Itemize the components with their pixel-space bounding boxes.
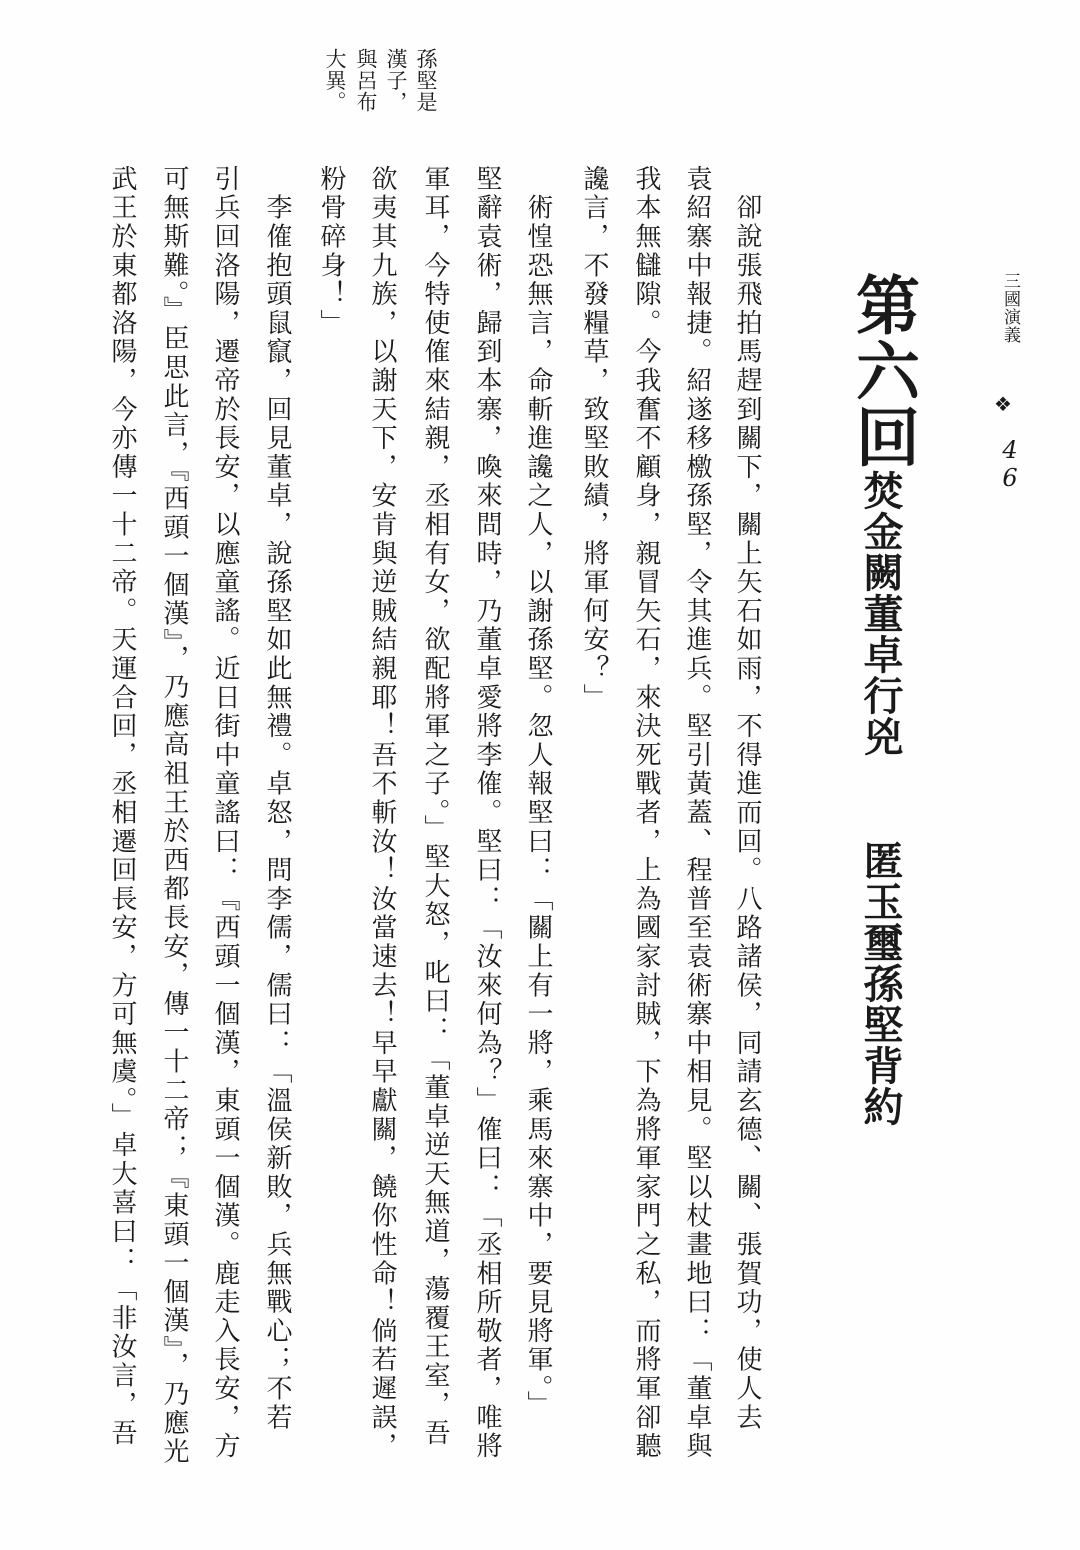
body-column-8: 欲夷其九族，以謝天下，安肯與逆賊結親耶！吾不斬汝！汝當速去！早早獻關，饒你性命！倘若遲誤， <box>367 165 397 1461</box>
body-column-13: 武王於東都洛陽，今亦傳一十二帝。天運合回，丞相遷回長安，方可無虞。」卓大喜曰：「非汝言，吾 <box>107 165 137 1448</box>
chapter-number: 第六回 <box>845 272 920 470</box>
body-column-1: 卻說張飛拍馬趕到關下，關上矢石如雨，不得進而回。八路諸侯，同請玄德、關、張賀功，使人去 <box>732 165 762 1433</box>
chapter-title-part-1: 焚金闕董卓行兇 <box>857 470 904 757</box>
body-column-6: 堅辭袁術，歸到本寨，喚來問時，乃董卓愛將李傕。堅曰：「汝來何為？」傕曰：「丞相所敬者，唯將 <box>472 165 502 1461</box>
body-column-11: 引兵回洛陽，遷帝於長安，以應童謠。近日街中童謠曰：『西頭一個漢，東頭一個漢。鹿走入長安，方 <box>210 165 240 1461</box>
body-column-7: 軍耳，今特使傕來結親，丞相有女，欲配將軍之子。」堅大怒，叱曰：「董卓逆天無道，蕩覆王室，吾 <box>420 165 450 1448</box>
body-column-10: 李傕抱頭鼠竄，回見董卓，說孫堅如此無禮。卓怒，問李儒，儒曰：「溫侯新敗，兵無戰心；不若 <box>262 165 292 1433</box>
body-column-12: 可無斯難。』臣思此言，『西頭一個漢』，乃應高祖王於西都長安，傳一十二帝；『東頭一個漢』，乃應光 <box>159 165 189 1467</box>
body-column-5: 術惶恐無言，命斬進讒之人，以謝孫堅。忽人報堅曰：「關上有一將，乘馬來寨中，要見將軍。」 <box>523 165 553 1420</box>
chapter-title-part-2: 匿玉璽孫堅背約 <box>857 840 904 1127</box>
side-note-line-4: 大異。 <box>323 48 347 113</box>
body-column-2: 袁紹寨中報捷。紹遂移檄孫堅，令其進兵。堅引黃蓋、程普至袁術寨中相見。堅以杖畫地曰：「董卓與 <box>682 165 712 1461</box>
ornament-diamond-icon: ❖ <box>994 392 1012 416</box>
body-column-3: 我本無讎隙。今我奮不顧身，親冒矢石，來決死戰者，上為國家討賊，下為將軍家門之私，而將軍卻聽 <box>631 165 661 1461</box>
body-column-4: 讒言，不發糧草，致堅敗績，將軍何安？」 <box>579 165 609 713</box>
side-note-line-2: 漢子， <box>384 48 408 113</box>
body-column-9: 粉骨碎身！」 <box>316 165 346 338</box>
page-number: 46 <box>996 436 1024 492</box>
running-header-book-title: 三國演義 <box>1000 272 1020 344</box>
side-note-line-1: 孫堅是 <box>414 48 438 113</box>
side-note-line-3: 與呂布 <box>354 48 378 113</box>
